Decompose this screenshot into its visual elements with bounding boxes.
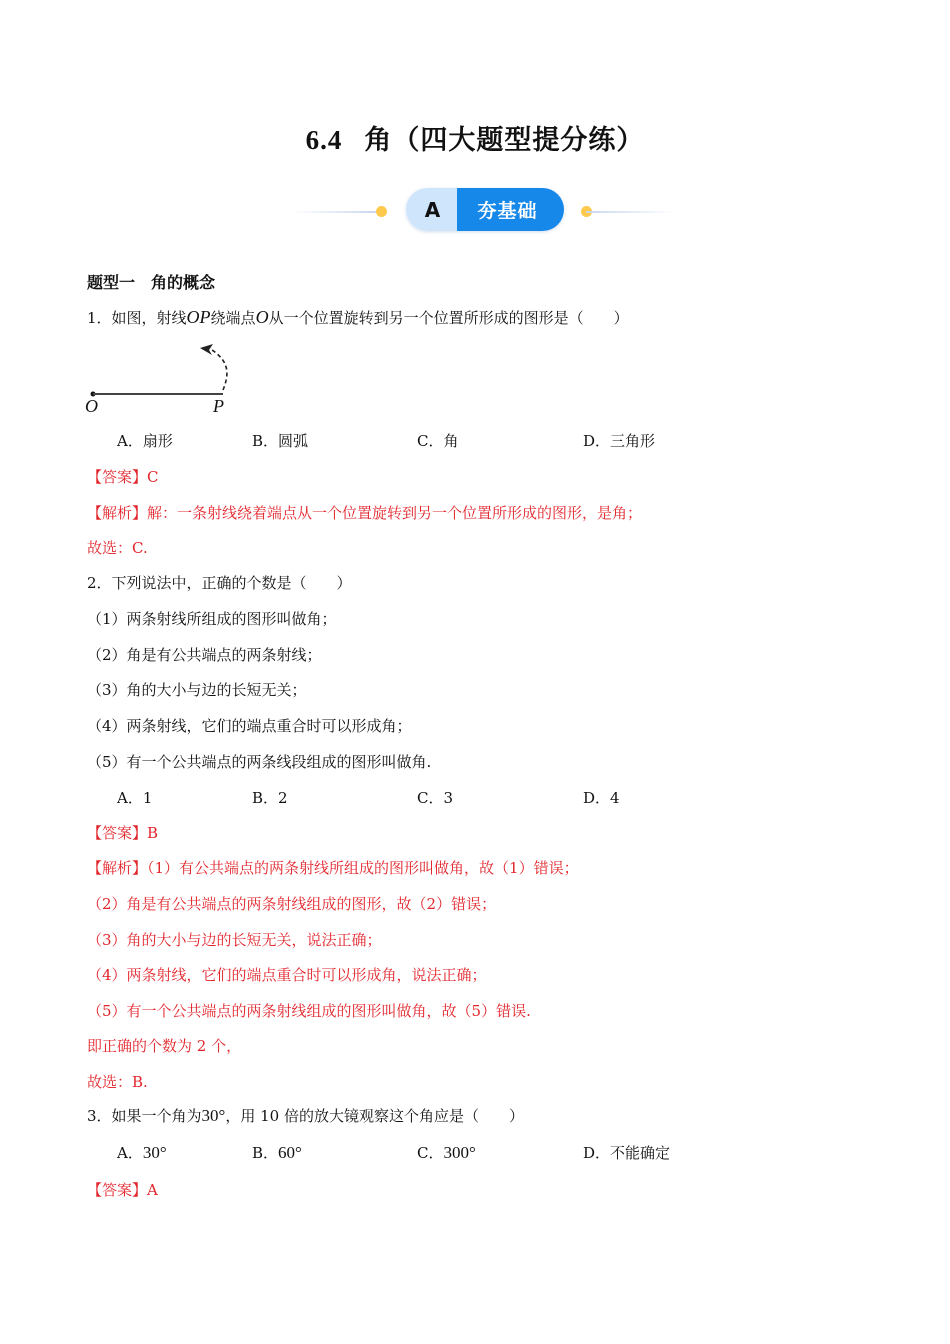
q2-statement-5: （5）有一个公共端点的两条线段组成的图形叫做角. [87,753,432,771]
option-value: 30° [142,1143,167,1162]
q1-suffix: 从一个位置旋转到另一个位置所形成的图形是（ ） [268,309,629,327]
banner-dot-left [376,206,387,217]
option-value: 300° [443,1143,476,1162]
q2-statement-2: （2）角是有公共端点的两条射线； [87,646,322,664]
label-p: P [213,396,224,416]
analysis-tag: 【解析】 [87,859,148,877]
question-3-stem [87,1106,524,1126]
title-number: 6.4 [305,125,343,155]
option-letter: D． [583,1144,611,1162]
question-1-stem [87,307,629,328]
analysis-text: 解：一条射线绕着端点从一个位置旋转到另一个位置所形成的图形，是角； [147,504,643,522]
q3-option-b [252,1143,302,1163]
q1-option-c: C．角 [417,432,459,450]
q2-statement-4: （4）两条射线，它们的端点重合时可以形成角； [87,717,412,735]
q1-math-op: OP [186,307,211,327]
answer-value: B [147,824,159,842]
question-2-stem: 2．下列说法中，正确的个数是（ ） [87,574,352,592]
answer-value: C [147,468,159,486]
banner-letter: A [406,188,457,231]
q2-analysis-2: （2）角是有公共端点的两条射线组成的图形，故（2）错误； [87,895,497,913]
q2-analysis-1 [87,858,579,878]
q1-math-o: O [255,307,269,327]
option-letter: B． [252,1144,279,1162]
q1-option-a: A．扇形 [117,432,173,450]
option-value: 60° [278,1143,302,1162]
option-value: 不能确定 [610,1144,671,1162]
answer-value: A [147,1181,158,1199]
q2-option-b: B．2 [252,789,288,807]
q3-answer [87,1180,158,1200]
q2-statement-3: （3）角的大小与边的长短无关； [87,681,307,699]
q3-option-d [583,1143,670,1163]
q2-answer [87,823,158,843]
banner-label: 夯基础 [457,188,564,231]
banner-pill [406,188,564,231]
label-o: O [85,396,98,416]
page-title [0,118,950,157]
q2-conclusion: 故选：B. [87,1073,148,1091]
q1-mid: 绕端点 [210,309,256,327]
q2-option-c: C．3 [417,789,454,807]
ray-rotation-figure [84,340,244,420]
q1-option-b: B．圆弧 [252,432,309,450]
q1-answer [87,467,159,487]
q2-analysis-5: （5）有一个公共端点的两条射线组成的图形叫做角，故（5）错误. [87,1002,531,1020]
answer-tag: 【答案】 [87,824,148,842]
q2-analysis-3: （3）角的大小与边的长短无关，说法正确； [87,931,382,949]
option-letter: C． [417,1144,444,1162]
q3-angle: 30° [201,1106,226,1125]
banner-line-left [292,211,380,213]
analysis-text: （1）有公共端点的两条射线所组成的图形叫做角，故（1）错误； [147,859,579,877]
q2-summary: 即正确的个数为 2 个， [87,1037,242,1055]
answer-tag: 【答案】 [87,468,148,486]
q2-analysis-4: （4）两条射线，它们的端点重合时可以形成角，说法正确； [87,966,487,984]
q1-analysis [87,503,642,523]
q3-option-c [417,1143,476,1163]
q3-option-a [117,1143,167,1163]
analysis-tag: 【解析】 [87,504,148,522]
q1-option-d: D．三角形 [583,432,656,450]
q3-suffix: ，用 10 倍的放大镜观察这个角应是（ ） [225,1107,524,1125]
q1-prefix: 1．如图，射线 [87,309,187,327]
option-letter: A． [117,1144,143,1162]
answer-tag: 【答案】 [87,1181,148,1199]
q2-option-d: D．4 [583,789,620,807]
title-text: 角（四大题型提分练） [364,125,645,156]
q3-prefix: 3．如果一个角为 [87,1107,202,1125]
q1-conclusion: 故选：C. [87,539,148,557]
level-banner [0,187,950,233]
banner-line-right [586,211,674,213]
section-heading: 题型一 角的概念 [87,273,216,292]
q2-statement-1: （1）两条射线所组成的图形叫做角； [87,610,337,628]
q2-option-a: A．1 [117,789,153,807]
